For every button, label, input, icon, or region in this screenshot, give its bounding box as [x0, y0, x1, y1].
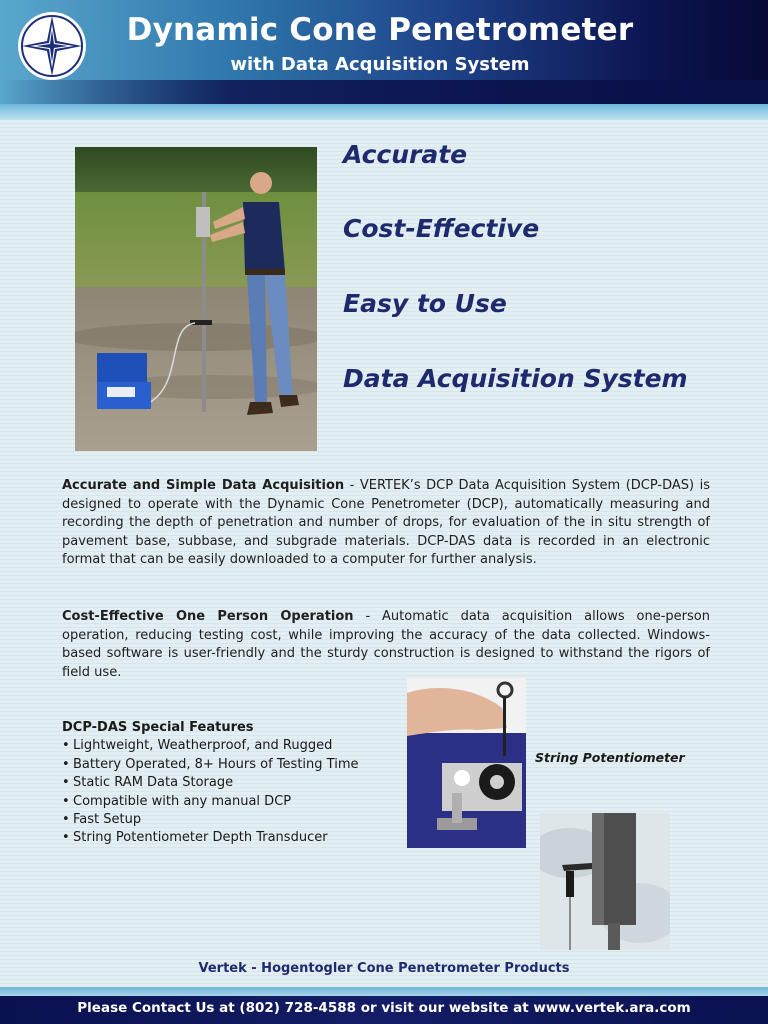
page-title: Dynamic Cone Penetrometer: [126, 12, 634, 48]
feature-heading: Easy to Use: [343, 289, 507, 318]
feature-heading: Cost-Effective: [343, 214, 540, 243]
page-subtitle: with Data Acquisition System: [230, 54, 530, 75]
footer-contact: Please Contact Us at (802) 728-4588 or visit our website at www.vertek.ara.com: [77, 1000, 691, 1016]
list-item: • Battery Operated, 8+ Hours of Testing Time: [62, 756, 392, 774]
paragraph-one-person: [62, 608, 710, 682]
compass-star-icon: [16, 10, 88, 82]
field-test-photo: [75, 147, 317, 451]
header-sub-band: [0, 80, 768, 104]
paragraph-data-acquisition: [62, 477, 710, 570]
photo-caption: String Potentiometer: [535, 750, 685, 765]
list-item: • Compatible with any manual DCP: [62, 793, 392, 811]
paragraph-lead: Accurate and Simple Data Acquisition: [62, 478, 345, 493]
list-item: • String Potentiometer Depth Transducer: [62, 829, 392, 847]
special-features-list: [62, 719, 392, 848]
paragraph-body: - Automatic data acquisition allows one-person operation, reducing testing cost, while improving the accuracy of the data collected. Windows-based software is user-friendly and the sturdy construction is designed to withstand the rigors of field use.: [62, 609, 710, 680]
list-title: DCP-DAS Special Features: [62, 720, 254, 735]
header-stripe: [0, 104, 768, 120]
paragraph-body: - VERTEK’s DCP Data Acquisition System (DCP-DAS) is designed to operate with the Dynamic Cone Penetrometer (DCP), automatically measuring and recording the depth of penetration and number of drops, for evaluation of the in situ strength of pavement base, subbase, and subgrade materials. DCP-DAS data is recorded in an electronic format that can be easily downloaded to a computer for further analysis.: [62, 478, 710, 568]
potentiometer-closeup-photo: [407, 678, 526, 848]
rod-transducer-photo: [540, 813, 670, 950]
footer-tagline: Vertek - Hogentogler Cone Penetrometer Products: [198, 961, 570, 976]
feature-heading: Accurate: [343, 140, 468, 169]
feature-heading: Data Acquisition System: [343, 364, 688, 393]
list-item: • Lightweight, Weatherproof, and Rugged: [62, 737, 392, 755]
paragraph-lead: Cost-Effective One Person Operation: [62, 609, 354, 624]
footer-stripe: [0, 987, 768, 996]
list-item: • Static RAM Data Storage: [62, 774, 392, 792]
list-item: • Fast Setup: [62, 811, 392, 829]
